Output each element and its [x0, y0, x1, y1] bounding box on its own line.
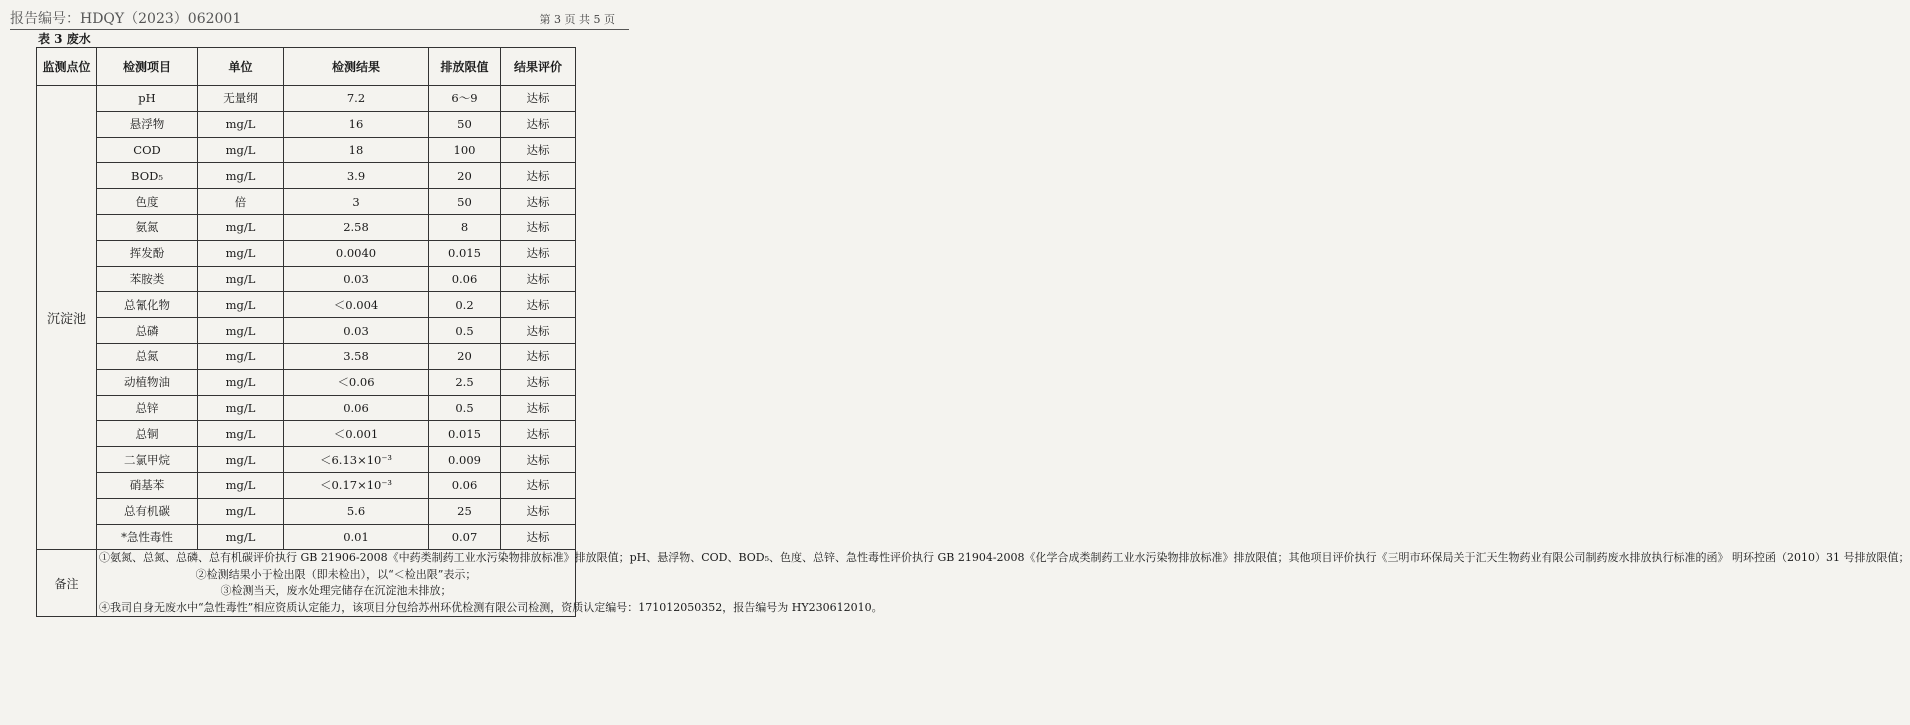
evaluation-cell: 达标: [501, 395, 576, 421]
unit-cell: mg/L: [198, 137, 284, 163]
table-row: [37, 421, 576, 447]
item-cell: 悬浮物: [97, 111, 198, 137]
table-row: [37, 524, 576, 550]
limit-cell: 0.06: [429, 266, 501, 292]
item-cell: 色度: [97, 189, 198, 215]
remark-4: ④我司自身无废水中“急性毒性”相应资质认定能力，该项目分包给苏州环优检测有限公司检测，资质认定编号：171012050352，报告编号为 HY230612010。: [99, 600, 883, 614]
unit-cell: mg/L: [198, 524, 284, 550]
limit-cell: 0.2: [429, 292, 501, 318]
result-cell: 0.0040: [284, 240, 429, 266]
limit-cell: 0.015: [429, 240, 501, 266]
col-header-point: 监测点位: [37, 48, 97, 86]
limit-cell: 2.5: [429, 369, 501, 395]
limit-cell: 20: [429, 163, 501, 189]
unit-cell: mg/L: [198, 214, 284, 240]
item-cell: 动植物油: [97, 369, 198, 395]
limit-cell: 50: [429, 189, 501, 215]
remarks-content: [97, 550, 1910, 617]
result-cell: 3: [284, 189, 429, 215]
result-cell: 0.03: [284, 318, 429, 344]
table-row: [37, 163, 576, 189]
evaluation-cell: 达标: [501, 343, 576, 369]
result-cell: ＜0.17×10⁻³: [284, 472, 429, 498]
col-header-limit: 排放限值: [429, 48, 501, 86]
evaluation-cell: 达标: [501, 86, 576, 112]
evaluation-cell: 达标: [501, 163, 576, 189]
evaluation-cell: 达标: [501, 266, 576, 292]
evaluation-cell: 达标: [501, 498, 576, 524]
table-row: [37, 111, 576, 137]
result-cell: ＜0.004: [284, 292, 429, 318]
unit-cell: mg/L: [198, 292, 284, 318]
wastewater-table: [36, 47, 1910, 617]
result-cell: ＜6.13×10⁻³: [284, 447, 429, 473]
item-cell: 硝基苯: [97, 472, 198, 498]
header-divider: [10, 29, 629, 30]
unit-cell: mg/L: [198, 472, 284, 498]
limit-cell: 6～9: [429, 86, 501, 112]
evaluation-cell: 达标: [501, 524, 576, 550]
item-cell: *急性毒性: [97, 524, 198, 550]
evaluation-cell: 达标: [501, 137, 576, 163]
evaluation-cell: 达标: [501, 421, 576, 447]
unit-cell: mg/L: [198, 447, 284, 473]
remark-3: ③检测当天，废水处理完储存在沉淀池未排放；: [220, 584, 452, 598]
evaluation-cell: 达标: [501, 214, 576, 240]
unit-cell: 倍: [198, 189, 284, 215]
unit-cell: 无量纲: [198, 86, 284, 112]
table-row: [37, 189, 576, 215]
limit-cell: 0.015: [429, 421, 501, 447]
limit-cell: 50: [429, 111, 501, 137]
evaluation-cell: 达标: [501, 472, 576, 498]
result-cell: 18: [284, 137, 429, 163]
item-cell: 苯胺类: [97, 266, 198, 292]
table-row: [37, 498, 576, 524]
monitoring-point-cell: 沉淀池: [37, 86, 97, 550]
table-row: [37, 369, 576, 395]
table-row: [37, 472, 576, 498]
result-cell: 3.58: [284, 343, 429, 369]
unit-cell: mg/L: [198, 343, 284, 369]
remarks-label: 备注: [37, 550, 97, 617]
limit-cell: 8: [429, 214, 501, 240]
limit-cell: 20: [429, 343, 501, 369]
table-row: [37, 318, 576, 344]
evaluation-cell: 达标: [501, 240, 576, 266]
item-cell: 总锌: [97, 395, 198, 421]
item-cell: 总氮: [97, 343, 198, 369]
unit-cell: mg/L: [198, 395, 284, 421]
limit-cell: 25: [429, 498, 501, 524]
table-row: [37, 240, 576, 266]
col-header-item: 检测项目: [97, 48, 198, 86]
unit-cell: mg/L: [198, 163, 284, 189]
item-cell: 总磷: [97, 318, 198, 344]
evaluation-cell: 达标: [501, 189, 576, 215]
result-cell: 0.06: [284, 395, 429, 421]
result-cell: 3.9: [284, 163, 429, 189]
table-caption: 表 3 废水: [38, 32, 91, 46]
table-row: [37, 395, 576, 421]
evaluation-cell: 达标: [501, 318, 576, 344]
result-cell: ＜0.001: [284, 421, 429, 447]
item-cell: pH: [97, 86, 198, 112]
limit-cell: 0.009: [429, 447, 501, 473]
unit-cell: mg/L: [198, 318, 284, 344]
remark-2: ②检测结果小于检出限（即未检出），以“＜检出限”表示；: [195, 567, 477, 581]
table-row: [37, 447, 576, 473]
report-number: 报告编号：HDQY（2023）062001: [10, 11, 242, 27]
result-cell: 16: [284, 111, 429, 137]
evaluation-cell: 达标: [501, 369, 576, 395]
item-cell: 挥发酚: [97, 240, 198, 266]
col-header-unit: 单位: [198, 48, 284, 86]
item-cell: BOD₅: [97, 163, 198, 189]
table-row: [37, 343, 576, 369]
unit-cell: mg/L: [198, 240, 284, 266]
unit-cell: mg/L: [198, 421, 284, 447]
result-cell: ＜0.06: [284, 369, 429, 395]
evaluation-cell: 达标: [501, 111, 576, 137]
item-cell: 氨氮: [97, 214, 198, 240]
table-row: [37, 292, 576, 318]
unit-cell: mg/L: [198, 369, 284, 395]
remark-1: ①氨氮、总氮、总磷、总有机碳评价执行 GB 21906-2008《中药类制药工业水污染物排放标准》排放限值；pH、悬浮物、COD、BOD₅、色度、总锌、急性毒性评价执行 GB 21904-2008《化学合成类制药工业水污染物排放标准》排放限值；其他项目评价执行《三明市环保局关于汇天生物药业有限公司制药废水排放执行标准的函》 明环控函（2010）31 号排放限值；: [99, 551, 1910, 565]
result-cell: 2.58: [284, 214, 429, 240]
unit-cell: mg/L: [198, 266, 284, 292]
table-row: [37, 266, 576, 292]
item-cell: 二氯甲烷: [97, 447, 198, 473]
table-row: [37, 137, 576, 163]
table-row: [37, 214, 576, 240]
unit-cell: mg/L: [198, 498, 284, 524]
item-cell: 总铜: [97, 421, 198, 447]
limit-cell: 0.5: [429, 395, 501, 421]
page-info: 第 3 页 共 5 页: [539, 13, 615, 26]
evaluation-cell: 达标: [501, 292, 576, 318]
item-cell: 总有机碳: [97, 498, 198, 524]
item-cell: COD: [97, 137, 198, 163]
result-cell: 0.03: [284, 266, 429, 292]
result-cell: 5.6: [284, 498, 429, 524]
col-header-result: 检测结果: [284, 48, 429, 86]
unit-cell: mg/L: [198, 111, 284, 137]
result-cell: 7.2: [284, 86, 429, 112]
remarks-row: [37, 550, 576, 617]
limit-cell: 100: [429, 137, 501, 163]
item-cell: 总氰化物: [97, 292, 198, 318]
table-body: [37, 86, 1910, 617]
table-header-row: [37, 48, 576, 86]
limit-cell: 0.5: [429, 318, 501, 344]
table-row: [37, 86, 576, 112]
limit-cell: 0.06: [429, 472, 501, 498]
col-header-evaluation: 结果评价: [501, 48, 576, 86]
result-cell: 0.01: [284, 524, 429, 550]
evaluation-cell: 达标: [501, 447, 576, 473]
limit-cell: 0.07: [429, 524, 501, 550]
